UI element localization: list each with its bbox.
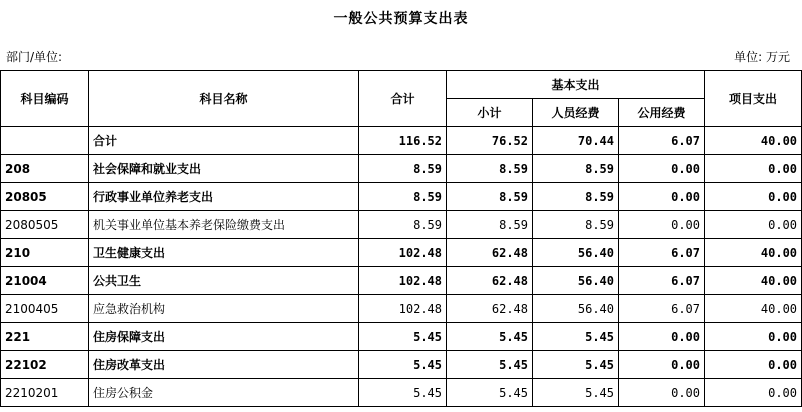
row-total: 102.48: [359, 295, 447, 323]
row-project: 40.00: [705, 267, 802, 295]
row-project: 40.00: [705, 295, 802, 323]
row-public: 0.00: [619, 379, 705, 407]
row-total: 8.59: [359, 211, 447, 239]
row-name: 机关事业单位基本养老保险缴费支出: [89, 211, 359, 239]
row-personnel: 5.45: [533, 379, 619, 407]
row-total: 5.45: [359, 351, 447, 379]
row-subtotal: 5.45: [447, 323, 533, 351]
row-personnel: 5.45: [533, 323, 619, 351]
table-row: [1, 295, 802, 323]
row-total: 8.59: [359, 155, 447, 183]
table-row: [1, 379, 802, 407]
row-code: [1, 127, 89, 155]
header-basic-expenditure: 基本支出: [447, 71, 705, 99]
row-public: 6.07: [619, 295, 705, 323]
row-public: 6.07: [619, 239, 705, 267]
row-name: 社会保障和就业支出: [89, 155, 359, 183]
row-public: 6.07: [619, 127, 705, 155]
header-personnel: 人员经费: [533, 99, 619, 127]
row-name: 住房保障支出: [89, 323, 359, 351]
row-code: 221: [1, 323, 89, 351]
table-row: [1, 239, 802, 267]
row-project: 0.00: [705, 323, 802, 351]
table-row-total: [1, 127, 802, 155]
row-code: 20805: [1, 183, 89, 211]
row-project: 0.00: [705, 211, 802, 239]
row-project: 0.00: [705, 155, 802, 183]
row-code: 2210201: [1, 379, 89, 407]
row-name: 住房公积金: [89, 379, 359, 407]
row-name: 行政事业单位养老支出: [89, 183, 359, 211]
row-subtotal: 5.45: [447, 379, 533, 407]
row-code: 22102: [1, 351, 89, 379]
row-personnel: 56.40: [533, 239, 619, 267]
row-subtotal: 5.45: [447, 351, 533, 379]
row-subtotal: 8.59: [447, 183, 533, 211]
table-row: [1, 155, 802, 183]
row-public: 0.00: [619, 211, 705, 239]
row-personnel: 8.59: [533, 211, 619, 239]
row-public: 0.00: [619, 323, 705, 351]
header-project-expenditure: 项目支出: [705, 71, 802, 127]
row-personnel: 70.44: [533, 127, 619, 155]
header-code: 科目编码: [1, 71, 89, 127]
row-total: 5.45: [359, 323, 447, 351]
header-subtotal: 小计: [447, 99, 533, 127]
row-personnel: 56.40: [533, 267, 619, 295]
row-project: 0.00: [705, 379, 802, 407]
row-name: 卫生健康支出: [89, 239, 359, 267]
row-public: 0.00: [619, 183, 705, 211]
row-project: 40.00: [705, 239, 802, 267]
row-code: 21004: [1, 267, 89, 295]
row-name: 合计: [89, 127, 359, 155]
row-personnel: 56.40: [533, 295, 619, 323]
row-total: 5.45: [359, 379, 447, 407]
row-subtotal: 62.48: [447, 295, 533, 323]
row-subtotal: 8.59: [447, 155, 533, 183]
row-name: 应急救治机构: [89, 295, 359, 323]
row-total: 8.59: [359, 183, 447, 211]
row-public: 6.07: [619, 267, 705, 295]
table-row: [1, 267, 802, 295]
row-name: 公共卫生: [89, 267, 359, 295]
unit-label: 单位: 万元: [734, 50, 790, 64]
table-row: [1, 211, 802, 239]
row-personnel: 5.45: [533, 351, 619, 379]
table-row: [1, 183, 802, 211]
row-project: 0.00: [705, 351, 802, 379]
row-subtotal: 62.48: [447, 267, 533, 295]
row-project: 40.00: [705, 127, 802, 155]
row-total: 102.48: [359, 267, 447, 295]
row-code: 2100405: [1, 295, 89, 323]
table-row: [1, 323, 802, 351]
row-public: 0.00: [619, 155, 705, 183]
table-row: [1, 351, 802, 379]
header-total: 合计: [359, 71, 447, 127]
row-subtotal: 76.52: [447, 127, 533, 155]
row-project: 0.00: [705, 183, 802, 211]
budget-table: [0, 70, 802, 407]
department-label: 部门/单位:: [6, 50, 63, 64]
row-code: 208: [1, 155, 89, 183]
row-subtotal: 62.48: [447, 239, 533, 267]
row-personnel: 8.59: [533, 155, 619, 183]
header-name: 科目名称: [89, 71, 359, 127]
row-personnel: 8.59: [533, 183, 619, 211]
row-code: 210: [1, 239, 89, 267]
row-total: 116.52: [359, 127, 447, 155]
row-code: 2080505: [1, 211, 89, 239]
row-name: 住房改革支出: [89, 351, 359, 379]
row-total: 102.48: [359, 239, 447, 267]
header-public: 公用经费: [619, 99, 705, 127]
row-subtotal: 8.59: [447, 211, 533, 239]
row-public: 0.00: [619, 351, 705, 379]
page-title: 一般公共预算支出表: [333, 11, 469, 27]
